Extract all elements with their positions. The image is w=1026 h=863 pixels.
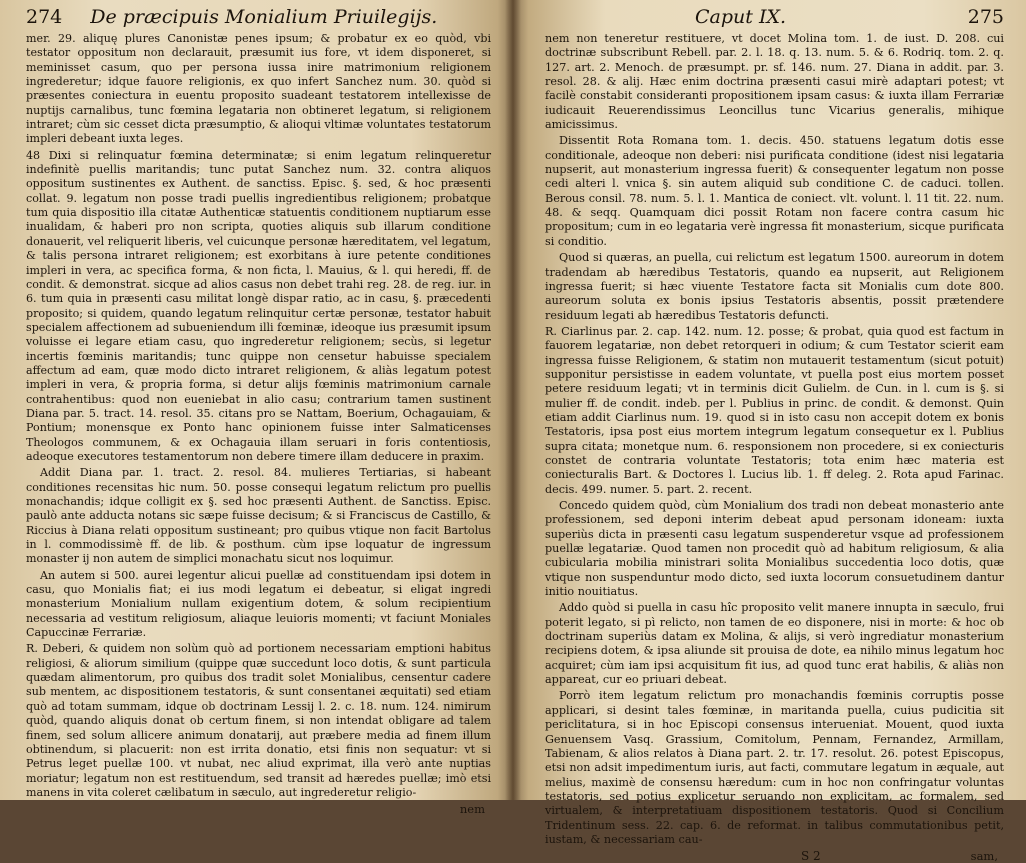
right-catchword: sam, [970, 849, 998, 863]
left-catchword: nem [459, 802, 485, 817]
left-paragraph: An autem si 500. aurei legentur alicui puellæ ad constituendam ipsi dotem in casu, quo Monialis fiat; ei ius modi legatum ei debeatur, si eligat ingredi monasterium Monialium nullam exigentium dotem, & solum recipientium necessaria ad vestitum religiosum, aliaque leuioris momenti; vt faciunt Moniales Capuccinæ Ferrariæ. [26, 568, 491, 640]
right-paragraph: Addo quòd si puella in casu hîc proposito velit manere innupta in sæculo, frui poterit legato, si pì relicto, non tamen de eo disponere, nisi in morte: & hoc ob doctrinam superiùs datam ex Molina, & alijs, si verò ingrediatur monasterium recipiens dotem, & ipsa aliunde sit prouisa de dote, ea nihilo minus legatum hoc acquiret; cùm iam ipsi acquisitum fit ius, ad quod tunc erat habilis, & aliàs non appareat, cur eo priuari debeat. [545, 601, 1004, 687]
left-page-number: 274 [26, 6, 63, 28]
right-paragraph: nem non teneretur restituere, vt docet Molina tom. 1. de iust. D. 208. cui doctrinæ subscribunt Rebell. par. 2. l. 18. q. 13. num. 5. & 6. Rodriq. tom. 2. q. 127. art. 2. Menoch. de præsumpt. pr. sf. 146. num. 27. Diana in addit. par. 3. resol. 28. & alij. Hæc enim doctrina præsenti casui mirè adaptari potest; vt facilè constabit consideranti propositionem ipsam casus: & iuxta illam Ferrariæ iudicauit Reuerendissimus Leoncillus tunc Vicarius generalis, mihique amicissimus. [545, 32, 1004, 132]
right-running-title: Caput IX. [695, 6, 787, 28]
right-paragraph: Quod si quæras, an puella, cui relictum est legatum 1500. aureorum in dotem tradendam ab hæredibus Testatoris, quando ea nupserit, aut Religionem ingressa fuerit; si hæc viuente Testatore facta sit Monialis cum dote 800. aureorum soluta ex bonis ipsius Testatoris absentis, possit prætendere residuum legati ab hæredibus Testatoris defuncti. [545, 251, 1004, 322]
left-paragraph: R. Deberi, & quidem non solùm quò ad portionem necessariam emptioni habitus religiosi, & aliorum similium (quippe quæ succedunt loco dotis, & sunt particula quædam alimentorum, pro quibus dos tradit solet Monialibus, censentur cadere sub mentem, ac dispositionem testatoris, & sunt consentanei æquitati) sed etiam quò ad totam summam, idque ob doctrinam Lessij l. 2. c. 18. num. 124. nimirum quòd, quando aliquis donat ob certum finem, si non intendat obligare ad talem finem, sed solum allicere animum donatarij, aut præbere media ad finem illum obtinendum, si placuerit: non est irrita donatio, etsi finis non sequatur: vt si Petrus leget puellæ 100. vt nubat, nec aliud exprimat, illa verò ante nuptias moriatur; legatum non est restituendum, sed transit ad hæredes puellæ; imò etsi manens in vita coleret cælibatum in sæculo, aut ingrederetur religio- [26, 642, 491, 799]
right-running-head [545, 6, 1004, 32]
left-page [0, 0, 513, 817]
right-footer-row [545, 849, 1004, 863]
right-body-text [545, 32, 1004, 847]
left-paragraph: 48 Dixi si relinquatur fœmina determinatæ; si enim legatum relinqueretur indefinitè puellis maritandis; tunc putat Sanchez num. 32. contra aliquos oppositum sustinentes ex Authent. de sanctiss. Episc. §. sed, & hoc præsenti collat. 9. legatum non posse tradi puellis ingredientibus religionem; probatque tum quia dispositio illa citatæ Authenticæ statuentis conditionem nuptiarum esse inualidam, & haberi pro non scripta, quoties aliquis sub illarum conditione donauerit, vel reliquerit liberis, vel cuicunque personæ hæreditatem, vel legatum, & talis persona intraret religionem; est exorbitans à iure petente conditiones impleri in vera, ac specifica forma, & non ficta, l. Mauius, & l. qui heredi, ff. de condit. & demonstrat. sicque ad alios casus non debet trahi reg. 28. de reg. iur. in 6. tum quia in præsenti casu militat longè dispar ratio, ac in casu, §. præcedenti proposito; si quidem, quando legatum relinquitur certæ personæ, testator habuit specialem affectionem ad subueniendum illi fœminæ, ideoque ius præsumit ipsum voluisse ei legare etiam casu, quo ingrederetur religionem; secùs, si legetur incertis fœminis maritandis; tunc quippe non censetur habuisse specialem affectum ad eam, quæ modo dicto intraret religionem, & aliàs legatum potest impleri in vera, & propria forma, si detur alijs fœminis matrimonium carnale contrahentibus: quod non eueniebat in alio casu; contrarium tamen sustinent Diana par. 5. tract. 14. resol. 35. citans pro se Nattam, Boerium, Ochagauiam, & Pontium; monensque ex Ponto hanc opinionem fuisse inter Salmaticenses Theologos communem, & ex Ochagauia illam seruari in foris contentiosis, adeoque executores testamentorum non debere timere illam deducere in praxim. [26, 148, 491, 463]
left-paragraph: Addit Diana par. 1. tract. 2. resol. 84. mulieres Tertiarias, si habeant conditiones recensitas hic num. 50. posse consequi legatum relictum pro puellis monachandis; idque colligit ex §. sed hoc præsenti Authent. de Sanctiss. Episc. paulò ante adducta notans sic sæpe fuisse decisum; & si Franciscus de Castillo, & Riccius à Diana relati oppositum sustineant; pro quibus vtique non facit Bartolus in l. commodissimè ff. de lib. & posthum. cùm ipse loquatur de ingressum monaster ij non autem de simplici monachatu sicut nos loquimur. [26, 466, 491, 566]
right-page [513, 0, 1026, 863]
right-paragraph: Concedo quidem quòd, cùm Monialium dos tradi non debeat monasterio ante professionem, sed deponi interim debeat apud personam idoneam: iuxta superiùs dicta in præsenti casu legatum suspenderetur vsque ad professionem puellæ legatariæ. Quod tamen non procedit quò ad habitum religiosum, & alia cubicularia mobilia ministrari solita Monialibus succedentia loco dotis, quæ vtique non suspenduntur modo dicto, sed iuxta locorum consuetudinem dantur initio nouitiatus. [545, 499, 1004, 599]
left-running-title: De præcipuis Monialium Priuilegijs. [90, 6, 438, 28]
right-paragraph: R. Ciarlinus par. 2. cap. 142. num. 12. posse; & probat, quia quod est factum in fauorem legatariæ, non debet retorqueri in odium; & cum Testator scierit eam ingressa fuisse Religionem, & statim non mutauerit testamentum (sicut potuit) supponitur persistisse in eadem voluntate, vt puella post eius mortem posset petere residuum legati; vt in terminis dicit Gulielm. de Cun. in l. cum is §. si mulier ff. de condit. indeb. per l. Publius in princ. de condit. & demonst. Quin etiam addit Ciarlinus num. 19. quod si in isto casu non accepit dotem ex bonis Testatoris, ipsa post eius mortem integrum legatum consequetur ex l. Publius supra citata; monetque num. 6. responsionem non procedere, si ex coniecturis constet de contraria voluntate Testatoris; tota enim hæc materia est coniecturalis Bart. & Doctores l. Lucius lib. 1. ff deleg. 2. Rota apud Farinac. decis. 499. numer. 5. part. 2. recent. [545, 324, 1004, 496]
left-running-head [26, 6, 491, 32]
signature-mark: S 2 [801, 849, 821, 863]
right-paragraph: Dissentit Rota Romana tom. 1. decis. 450. statuens legatum dotis esse conditionale, adeoque non deberi: nisi purificata conditione (idest nisi legataria nupserit, aut monasterium ingressa fuerit) & consequenter legatum non posse cedi alteri l. vnica §. sin autem aliquid sub conditione C. de caduci. tollen. Berous consil. 78. num. 5. l. 1. Mantica de coniect. vlt. volunt. l. 11 tit. 22. num. 48. & seqq. Quamquam dici possit Rotam non facere contra casum hic propositum; cum in eo legataria verè ingressa fit monasterium, sicque purificata si conditio. [545, 134, 1004, 248]
left-body-text [26, 32, 491, 800]
right-paragraph: Porrò item legatum relictum pro monachandis fœminis corruptis posse applicari, si desint tales fœminæ, in maritanda puella, cuius pudicitia sit periclitatura, si in hoc Episcopi consensus interueniat. Mouent, quod iuxta Genuensem Vasq. Grassium, Comitolum, Pennam, Fernandez, Armillam, Tabienam, & alios relatos à Diana part. 2. tr. 17. resolut. 26. potest Episcopus, etsi non adsit impedimentum iuris, aut facti, commutare legatum in æquale, aut melius, maximè de consensu hæredum: cum in hoc non confringatur voluntas testatoris, sed potius explicetur seruando non explicitam, ac formalem, sed virtualem, & interpretatiuam dispositionem testatoris. Quod si Concilium Tridentinum sess. 22. cap. 6. de reformat. in talibus commutationibus petit, iustam, & necessariam cau- [545, 689, 1004, 846]
left-catchword-row [26, 802, 491, 816]
right-page-number: 275 [967, 6, 1004, 28]
left-paragraph: mer. 29. aliquę plures Canonistæ penes ipsum; & probatur ex eo quòd, vbi testator oppositum non declarauit, præsumit ius fore, vt idem disponeret, si meminisset casum, quo per persona iussa inire matrimonium religionem ingrederetur; idque fauore religionis, ex quo infert Sanchez num. 30. quòd si præsentes coniectura in euentu proposito suadeant testatorem intellexisse de nuptijs carnalibus, tunc fœmina legataria non obtineret legatum, si religionem intraret; cùm sic cesset dicta præsumptio, & alioqui vltimæ voluntates testatorum impleri debeant iuxta leges. [26, 32, 491, 146]
